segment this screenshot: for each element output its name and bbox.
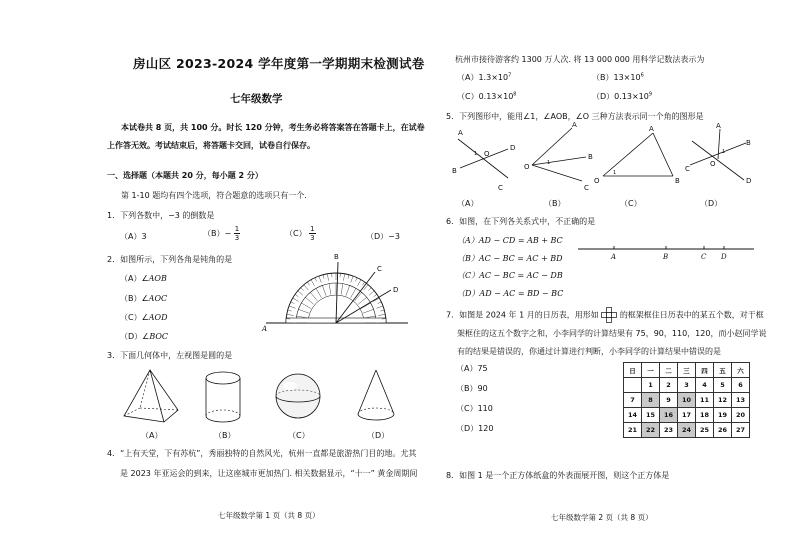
- calendar-cell: 23: [660, 423, 678, 438]
- q7-option-c: （C）110: [456, 404, 493, 413]
- calendar-cell: 12: [714, 393, 732, 408]
- q2-option-a: （A）∠AOB: [120, 274, 167, 283]
- q3-stem: 3．下面几何体中，左视图是圆的是: [107, 351, 233, 360]
- q3-option-c: （C）: [288, 431, 310, 440]
- calendar-header-cell: 四: [696, 363, 714, 378]
- exam-notes-line1: 本试卷共 8 页，共 100 分。时长 120 分钟，考生务必将答案答在答题卡上，在试卷: [121, 123, 425, 132]
- svg-text:D: D: [510, 144, 516, 152]
- q7-line3: 有的结果是错误的，你通过计算进行判断，小李同学的计算结果中错误的是: [457, 347, 721, 356]
- pyramid-shape: [124, 370, 178, 422]
- q5-figure-b: [524, 121, 593, 192]
- q4-continued: 杭州市接待游客约 1300 万人次. 将 13 000 000 用科学记数法表示为: [455, 55, 705, 64]
- calendar-header-cell: 五: [714, 363, 732, 378]
- svg-text:A: A: [572, 121, 577, 129]
- calendar-cell: 20: [732, 408, 750, 423]
- calendar-cell: 15: [642, 408, 660, 423]
- q3-option-d: （D）: [367, 431, 390, 440]
- calendar-cell: 6: [732, 378, 750, 393]
- calendar-cell: 18: [696, 408, 714, 423]
- calendar-cell: 8: [642, 393, 660, 408]
- svg-text:O: O: [710, 160, 716, 168]
- svg-text:A: A: [716, 122, 721, 130]
- svg-text:1: 1: [613, 170, 617, 176]
- q1-option-a: （A）3: [120, 232, 147, 241]
- protractor-label-a: A: [262, 325, 268, 333]
- q6-option-c: （C）AC − BC = AC − DB: [457, 271, 563, 280]
- protractor-figure: [258, 252, 418, 337]
- q1-option-c: （C） $\frac{1}{3}$: [285, 225, 315, 242]
- svg-text:B: B: [452, 167, 457, 175]
- calendar-header-cell: 六: [732, 363, 750, 378]
- q7-option-d: （D）120: [456, 424, 494, 433]
- svg-text:A: A: [649, 125, 654, 133]
- svg-text:1: 1: [474, 151, 478, 157]
- calendar-cell: 22: [642, 423, 660, 438]
- q4-line1: 4．“上有天堂，下有苏杭”，秀丽独特的自然风光，杭州一直都是旅游热门目的地。尤其: [107, 449, 417, 458]
- q4-line2: 是 2023 年亚运会的到来，让这座城市更加热门. 相关数据显示，“十一” 黄金周期间: [120, 469, 418, 478]
- calendar-cell: 3: [678, 378, 696, 393]
- q6-point-a: A: [611, 253, 617, 261]
- section-note: 第 1-10 题均有四个选项，符合题意的选项只有一个.: [121, 191, 307, 200]
- calendar-cell: 10: [678, 393, 696, 408]
- q6-point-c: C: [701, 253, 707, 261]
- right-page-footer: 七年级数学第 2 页（共 8 页）: [551, 513, 653, 522]
- svg-text:B: B: [746, 139, 751, 147]
- cross-frame-icon: [601, 307, 617, 323]
- calendar-row: [624, 408, 750, 423]
- calendar-cell: 27: [732, 423, 750, 438]
- calendar-cell: 7: [624, 393, 642, 408]
- svg-text:C: C: [584, 184, 589, 192]
- q5-option-d: （D）: [700, 199, 723, 208]
- q5-figure-a: [452, 129, 515, 192]
- svg-text:C: C: [498, 184, 503, 192]
- q5-angle-figures: [448, 123, 758, 195]
- q7-option-a: （A）75: [456, 364, 488, 373]
- cone-shape: [358, 370, 394, 420]
- q3-solids-figure: [120, 368, 420, 426]
- q4-option-d: $(D)0.13\times 10^9$: [592, 91, 653, 101]
- calendar-cell: [624, 378, 642, 393]
- calendar-cell: 1: [642, 378, 660, 393]
- calendar-cell: 19: [714, 408, 732, 423]
- q4-option-b: $(B)13\times 10^6$: [592, 72, 644, 82]
- sphere-shape: [276, 374, 320, 418]
- q5-figure-c: [594, 125, 680, 185]
- q6-stem: 6．如图，在下列各关系式中，不正确的是: [446, 217, 596, 226]
- protractor-label-c: C: [377, 265, 382, 273]
- calendar-header-cell: 日: [624, 363, 642, 378]
- q6-point-b: B: [663, 253, 669, 261]
- section-heading: 一、选择题（本题共 20 分，每小题 2 分）: [107, 171, 263, 180]
- q7-option-b: （B）90: [456, 384, 488, 393]
- calendar-row: [624, 393, 750, 408]
- protractor-label-d: D: [393, 286, 399, 294]
- q1-option-b: （B）− $\frac{1}{3}$: [203, 225, 240, 242]
- svg-text:O: O: [484, 150, 490, 158]
- protractor-label-b: B: [334, 253, 339, 261]
- svg-text:O: O: [594, 177, 600, 185]
- q3-option-a: （A）: [141, 431, 163, 440]
- exam-notes-line2: 上作答无效。考试结束后，将答题卡交回，试卷自行保存。: [107, 141, 315, 150]
- calendar-cell: 13: [732, 393, 750, 408]
- calendar-row: [624, 378, 750, 393]
- exam-subtitle: 七年级数学: [230, 93, 283, 105]
- q3-option-b: （B）: [214, 431, 236, 440]
- calendar-cell: 9: [660, 393, 678, 408]
- q2-option-c: （C）∠AOD: [120, 313, 168, 322]
- cylinder-shape: [206, 372, 240, 422]
- q2-option-d: （D）∠BOC: [120, 332, 169, 341]
- calendar-table: [623, 362, 750, 438]
- svg-text:1: 1: [722, 149, 726, 155]
- calendar-cell: 2: [660, 378, 678, 393]
- svg-text:O: O: [524, 163, 530, 171]
- calendar-header-row: [624, 363, 750, 378]
- q8-stem: 8．如图 1 是一个正方体纸盒的外表面展开图，则这个正方体是: [446, 471, 670, 480]
- left-page-footer: 七年级数学第 1 页（共 8 页）: [218, 511, 320, 520]
- calendar-row: [624, 423, 750, 438]
- q4-option-c: $(C)0.13\times 10^8$: [457, 91, 517, 101]
- calendar-cell: 24: [678, 423, 696, 438]
- q6-option-b: （B）AC − BC = AC + BD: [457, 254, 563, 263]
- svg-text:B: B: [675, 177, 680, 185]
- q5-option-b: （B）: [544, 199, 566, 208]
- calendar-cell: 21: [624, 423, 642, 438]
- q2-option-b: （B）∠AOC: [120, 294, 168, 303]
- svg-text:D: D: [746, 177, 752, 185]
- q6-number-line: [578, 242, 756, 262]
- calendar-cell: 16: [660, 408, 678, 423]
- q1-stem: 1．下列各数中，−3 的倒数是: [107, 211, 215, 220]
- exam-title: 房山区 2023-2024 学年度第一学期期末检测试卷: [133, 56, 425, 71]
- calendar-cell: 17: [678, 408, 696, 423]
- calendar-cell: 4: [696, 378, 714, 393]
- calendar-header-cell: 三: [678, 363, 696, 378]
- q5-stem: 5．下列图形中，能用∠1，∠AOB，∠O 三种方法表示同一个角的图形是: [446, 112, 704, 121]
- q5-option-a: （A）: [457, 199, 479, 208]
- q6-option-d: （D）AD − AC = BD − BC: [457, 289, 564, 298]
- q7-line1: 7．如图是 2024 年 1 月的日历表，用形如 的框架框住日历表中的某五个数，对于框: [446, 307, 764, 323]
- q2-stem: 2．如图所示，下列各角是钝角的是: [107, 255, 233, 264]
- svg-text:1: 1: [547, 160, 551, 166]
- q5-option-c: （C）: [620, 199, 642, 208]
- svg-text:B: B: [588, 153, 593, 161]
- svg-text:A: A: [458, 129, 463, 137]
- q7-line2: 架框住的这五个数字之和，小李同学的计算结果有 75，90，110，120，而小赵同学说: [457, 329, 767, 338]
- svg-text:C: C: [685, 165, 690, 173]
- calendar-cell: 26: [714, 423, 732, 438]
- q5-figure-d: [685, 122, 751, 185]
- q6-option-a: （A）AD − CD = AB + BC: [457, 236, 563, 245]
- calendar-cell: 11: [696, 393, 714, 408]
- q4-option-a: $(A)1.3\times 10^7$: [457, 72, 512, 82]
- q1-option-d: （D）−3: [366, 232, 400, 241]
- calendar-cell: 14: [624, 408, 642, 423]
- calendar-header-cell: 二: [660, 363, 678, 378]
- calendar-header-cell: 一: [642, 363, 660, 378]
- calendar-cell: 25: [696, 423, 714, 438]
- q6-point-d: D: [721, 253, 727, 261]
- calendar-cell: 5: [714, 378, 732, 393]
